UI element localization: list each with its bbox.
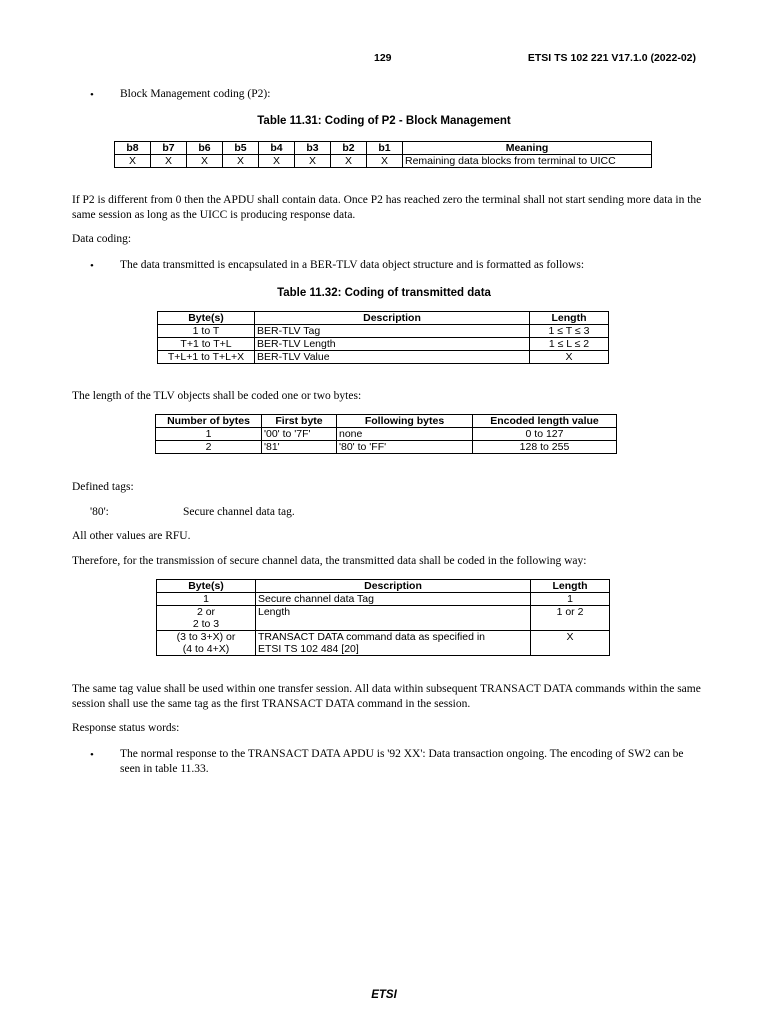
cell-line: 2 to 3 [192,618,220,630]
table-cell: T+L+1 to T+L+X [158,351,255,364]
paragraph-same-tag: The same tag value shall be used within one transfer session. All data within subsequent TRANSACT DATA commands within the same session shall use the same tag as the first TRANSACT DATA command in the session. [72,683,701,710]
tag-value: '80': [90,506,109,518]
table-cell: BER-TLV Value [255,351,530,364]
bullet-block-management: Block Management coding (P2): [120,88,271,100]
page-number: 129 [374,52,392,64]
table-header: Meaning [403,142,652,155]
table-cell: T+1 to T+L [158,338,255,351]
table-header: Number of bytes [156,415,262,428]
table-header: b4 [259,142,295,155]
table-header: Description [255,312,530,325]
table-cell: 1 [156,428,262,441]
table-cell: X [531,631,610,656]
table-header: Encoded length value [473,415,617,428]
table-header: b8 [115,142,151,155]
bullet-marker: • [90,89,94,101]
table-cell: BER-TLV Tag [255,325,530,338]
table-cell: X [295,155,331,168]
table-cell [157,631,256,656]
table-header: b5 [223,142,259,155]
paragraph-secure-channel: Therefore, for the transmission of secure channel data, the transmitted data shall be coded in the following way: [72,555,587,567]
cell-line: (3 to 3+X) or [176,631,236,643]
table-cell: Secure channel data Tag [256,593,531,606]
table-11-32 [157,311,609,364]
table-cell: X [223,155,259,168]
table-cell: 1 [157,593,256,606]
table-11-31-caption: Table 11.31: Coding of P2 - Block Management [257,115,511,127]
bullet-normal-response: The normal response to the TRANSACT DATA APDU is '92 XX': Data transaction ongoing. The encoding of SW2 can be seen in table 11.33. [120,748,684,775]
table-cell: X [530,351,609,364]
data-coding-label: Data coding: [72,233,132,245]
cell-line: 2 or [196,606,216,618]
cell-line: TRANSACT DATA command data as specified in [258,631,486,643]
footer-etsi: ETSI [371,989,397,1001]
table-header: Length [530,312,609,325]
table-11-31 [114,141,652,168]
table-cell: X [367,155,403,168]
table-header: Byte(s) [158,312,255,325]
table-cell: 1 ≤ L ≤ 2 [530,338,609,351]
bullet-marker: • [90,749,94,761]
table-cell: 2 [156,441,262,454]
bullet-marker: • [90,260,94,272]
document-reference: ETSI TS 102 221 V17.1.0 (2022-02) [527,52,696,64]
table-header: Following bytes [337,415,473,428]
table-cell: BER-TLV Length [255,338,530,351]
table-header: Byte(s) [157,580,256,593]
table-header: Length [531,580,610,593]
table-header: Description [256,580,531,593]
table-header: b1 [367,142,403,155]
table-header: First byte [262,415,337,428]
table-header: b2 [331,142,367,155]
table-cell: '81' [262,441,337,454]
table-cell: X [187,155,223,168]
table-header: b3 [295,142,331,155]
table-cell: X [259,155,295,168]
table-cell: '80' to 'FF' [337,441,473,454]
table-cell [256,631,531,656]
tag-description: Secure channel data tag. [183,506,295,518]
table-11-32-caption: Table 11.32: Coding of transmitted data [277,287,491,299]
table-secure-channel [156,579,610,656]
table-cell: '00' to '7F' [262,428,337,441]
table-cell: 1 [531,593,610,606]
table-length-encoding [155,414,617,454]
table-cell: 1 ≤ T ≤ 3 [530,325,609,338]
response-status-label: Response status words: [72,722,180,734]
rfu-text: All other values are RFU. [72,530,191,542]
table-cell: none [337,428,473,441]
table-cell: X [331,155,367,168]
table-cell: Length [256,606,531,631]
paragraph-tlv-length: The length of the TLV objects shall be coded one or two bytes: [72,390,362,402]
table-cell: 0 to 127 [473,428,617,441]
table-cell: X [151,155,187,168]
bullet-ber-tlv: The data transmitted is encapsulated in a BER-TLV data object structure and is formatted as follows: [120,259,585,271]
defined-tags-label: Defined tags: [72,481,134,493]
paragraph-p2: If P2 is different from 0 then the APDU shall contain data. Once P2 has reached zero the terminal shall not start sending more data in the same session as long as the UICC is producing response data. [72,194,702,221]
cell-line: (4 to 4+X) [182,643,230,655]
table-cell: 1 to T [158,325,255,338]
table-cell: X [115,155,151,168]
table-header: b6 [187,142,223,155]
cell-line: ETSI TS 102 484 [20] [258,643,359,655]
table-cell [157,606,256,631]
table-cell: 1 or 2 [531,606,610,631]
table-cell: Remaining data blocks from terminal to UICC [403,155,652,168]
table-cell: 128 to 255 [473,441,617,454]
table-header: b7 [151,142,187,155]
